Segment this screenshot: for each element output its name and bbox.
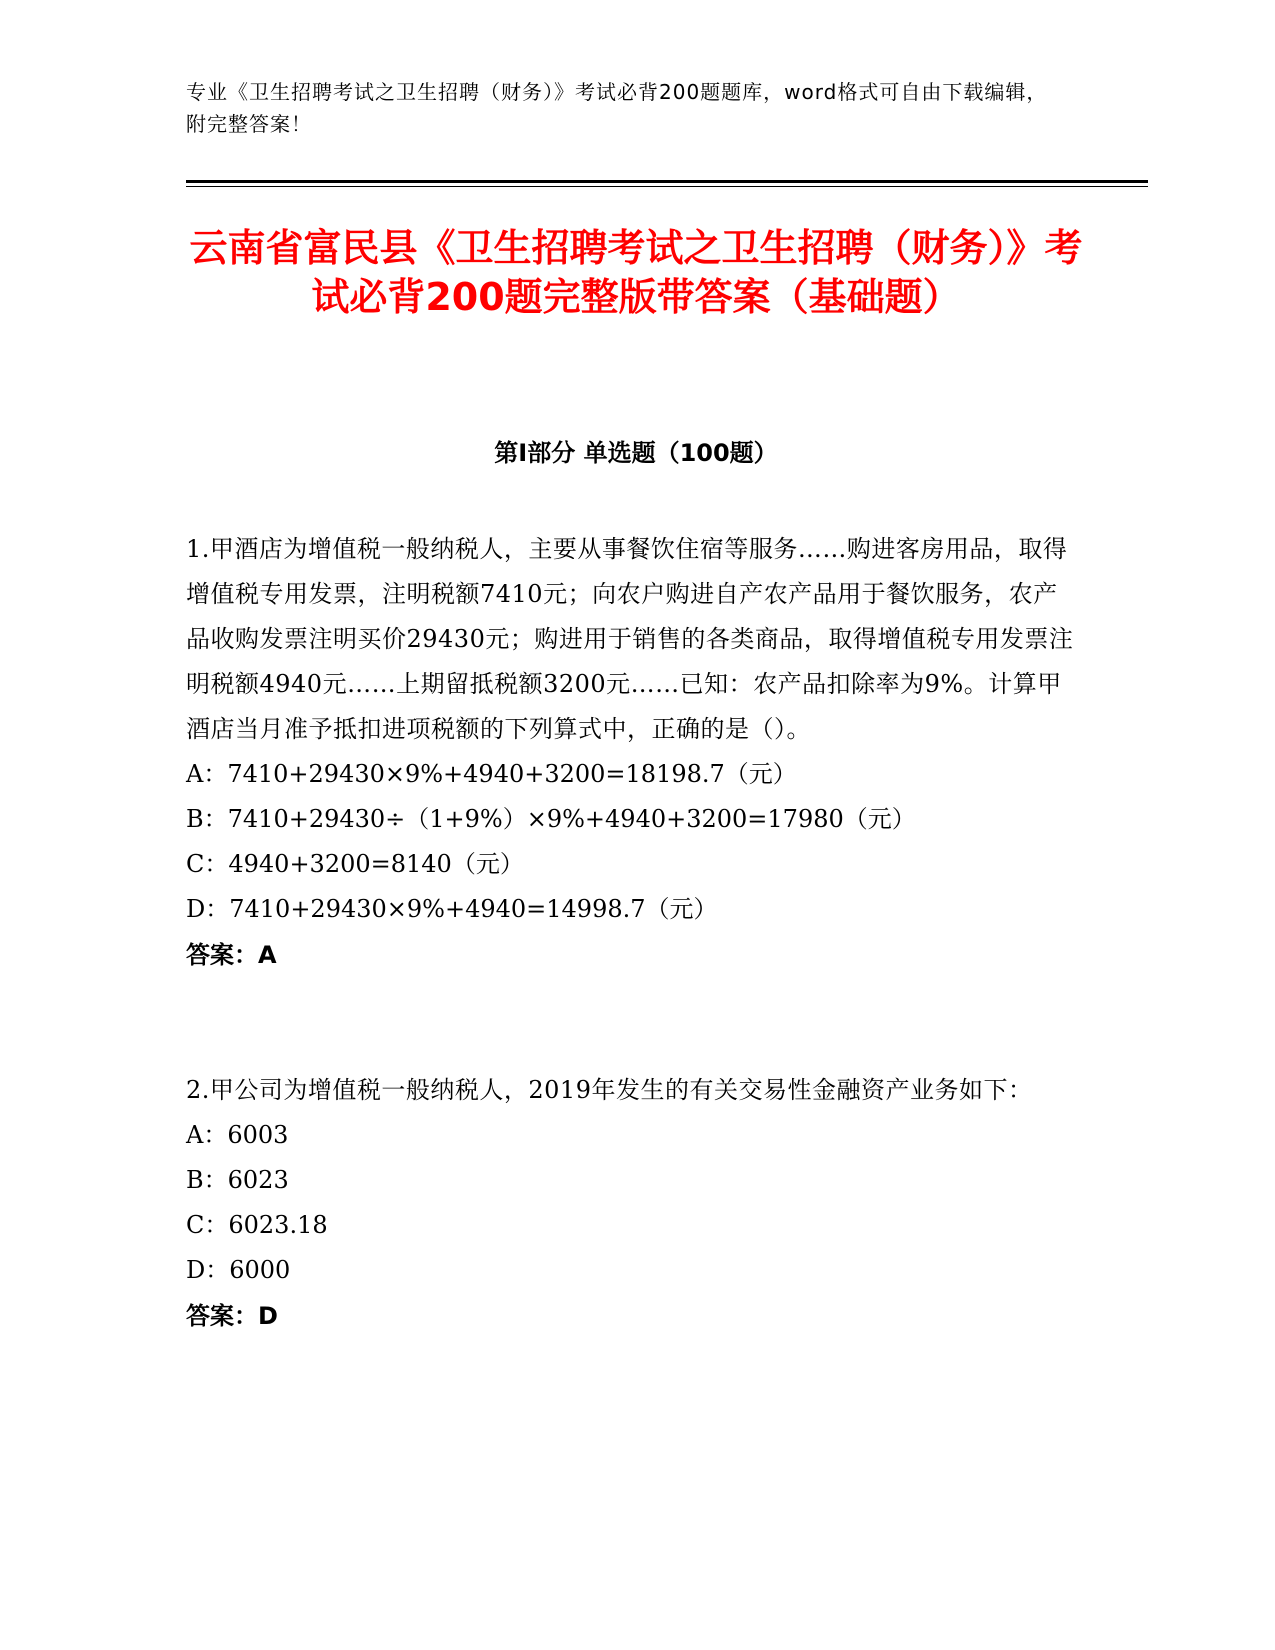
option-a: A：7410+29430×9%+4940+3200=18198.7（元） [186, 760, 797, 788]
option-b: B：6023 [186, 1166, 289, 1194]
question-stem: 2.甲公司为增值税一般纳税人，2019年发生的有关交易性金融资产业务如下： [186, 1076, 1033, 1104]
question-2 [186, 1068, 1076, 1339]
option-d: D：7410+29430×9%+4940=14998.7（元） [186, 895, 718, 923]
header-rule-thin [186, 186, 1148, 187]
option-b: B：7410+29430÷（1+9%）×9%+4940+3200=17980（元） [186, 805, 916, 833]
question-stem: 1.甲酒店为增值税一般纳税人，主要从事餐饮住宿等服务……购进客房用品，取得增值税专用发票，注明税额7410元；向农户购进自产农产品用于餐饮服务，农产品收购发票注明买价29430元；购进用于销售的各类商品，取得增值税专用发票注明税额4940元……上期留抵税额3200元……已知：农产品扣除率为9%。计算甲酒店当月准予抵扣进项税额的下列算式中，正确的是（）。 [186, 535, 1074, 743]
answer-line: 答案：D [186, 1302, 278, 1330]
answer-line: 答案：A [186, 941, 277, 969]
option-a: A：6003 [186, 1121, 289, 1149]
option-c: C：6023.18 [186, 1211, 328, 1239]
document-title: 云南省富民县《卫生招聘考试之卫生招聘（财务）》考试必背200题完整版带答案（基础题） [189, 226, 1083, 319]
option-c: C：4940+3200=8140（元） [186, 850, 524, 878]
option-d: D：6000 [186, 1256, 291, 1284]
section-heading: 第I部分 单选题（100题） [494, 439, 778, 467]
header-note: 专业《卫生招聘考试之卫生招聘（财务）》考试必背200题题库，word格式可自由下载编辑，附完整答案！ [186, 80, 1048, 136]
question-1 [186, 527, 1076, 978]
header-rule-thick [186, 180, 1148, 183]
